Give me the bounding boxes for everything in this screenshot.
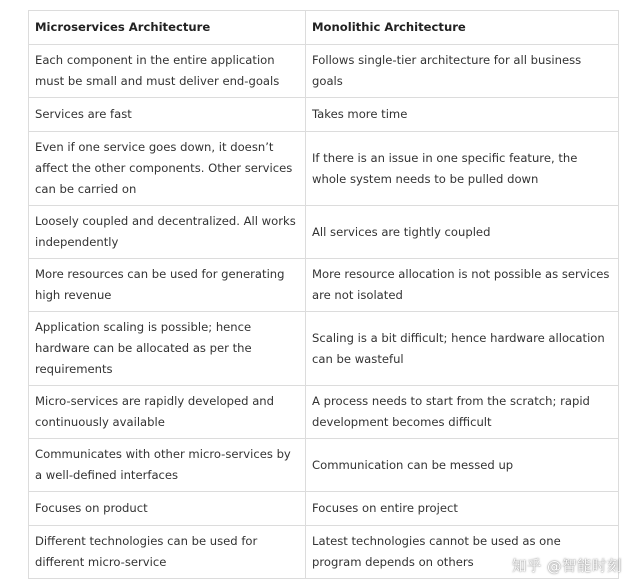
table-row <box>29 259 619 312</box>
comparison-table-container <box>28 10 618 579</box>
header-monolithic: Monolithic Architecture <box>306 11 619 45</box>
cell-microservices: Services are fast <box>29 98 306 132</box>
cell-monolithic: Communication can be messed up <box>306 439 619 492</box>
cell-monolithic: Follows single-tier architecture for all business goals <box>306 45 619 98</box>
cell-microservices: Focuses on product <box>29 492 306 526</box>
watermark: 知乎 @智能时刻 <box>511 559 622 575</box>
cell-monolithic: All services are tightly coupled <box>306 206 619 259</box>
cell-monolithic: Scaling is a bit difficult; hence hardware allocation can be wasteful <box>306 312 619 386</box>
cell-monolithic: If there is an issue in one specific feature, the whole system needs to be pulled down <box>306 132 619 206</box>
table-row <box>29 98 619 132</box>
cell-microservices: Different technologies can be used for different micro-service <box>29 526 306 579</box>
table-row <box>29 45 619 98</box>
cell-microservices: Even if one service goes down, it doesn’t affect the other components. Other services can be carried on <box>29 132 306 206</box>
table-row <box>29 132 619 206</box>
cell-monolithic: A process needs to start from the scratch; rapid development becomes difficult <box>306 386 619 439</box>
table-row <box>29 206 619 259</box>
cell-microservices: Communicates with other micro-services by a well-defined interfaces <box>29 439 306 492</box>
cell-monolithic: Takes more time <box>306 98 619 132</box>
table-row <box>29 312 619 386</box>
table-row <box>29 386 619 439</box>
cell-microservices: Application scaling is possible; hence hardware can be allocated as per the requirements <box>29 312 306 386</box>
cell-microservices: More resources can be used for generating high revenue <box>29 259 306 312</box>
table-row <box>29 439 619 492</box>
cell-monolithic: More resource allocation is not possible as services are not isolated <box>306 259 619 312</box>
table-row <box>29 492 619 526</box>
cell-monolithic: Latest technologies cannot be used as one program depends on others <box>306 526 619 579</box>
header-microservices: Microservices Architecture <box>29 11 306 45</box>
cell-microservices: Each component in the entire application must be small and must deliver end-goals <box>29 45 306 98</box>
table-header-row <box>29 11 619 45</box>
cell-microservices: Loosely coupled and decentralized. All works independently <box>29 206 306 259</box>
comparison-table <box>28 10 619 579</box>
cell-monolithic: Focuses on entire project <box>306 492 619 526</box>
cell-microservices: Micro-services are rapidly developed and continuously available <box>29 386 306 439</box>
